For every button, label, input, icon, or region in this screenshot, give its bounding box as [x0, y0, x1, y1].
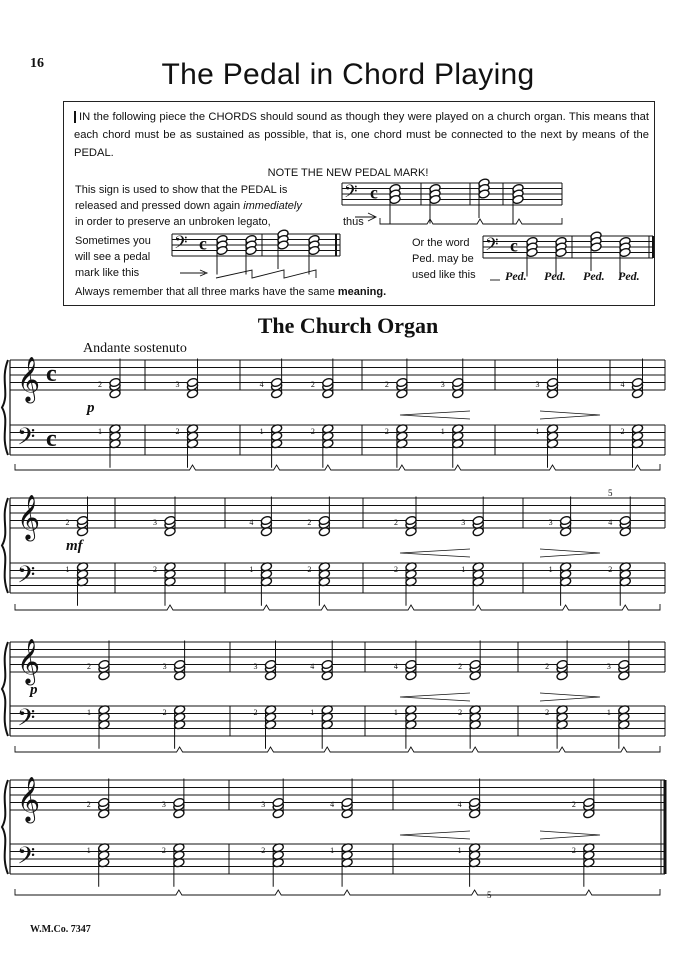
finger-number: 1	[249, 565, 254, 574]
finger-number: 2	[307, 518, 312, 527]
finger-number: 2	[394, 518, 398, 527]
bass-clef-icon: 𝄢	[17, 844, 36, 875]
finger-number: 1	[535, 427, 540, 436]
finger-number: 2	[384, 427, 389, 436]
bass-clef-icon: 𝄢	[17, 425, 36, 456]
finger-number: 2	[98, 380, 102, 389]
finger-number: 2	[253, 708, 258, 717]
system-brace	[2, 642, 8, 736]
thus-label: thus	[343, 216, 364, 228]
publisher-code: W.M.Co. 7347	[30, 924, 91, 935]
crescendo-hairpin	[400, 549, 470, 557]
pedal-line-system-3	[15, 889, 660, 895]
finger-number: 2	[620, 427, 625, 436]
finger-number: 4	[457, 800, 462, 809]
finger-number: 2	[310, 427, 315, 436]
decrescendo-hairpin	[540, 549, 600, 557]
system-brace	[2, 780, 8, 874]
finger-number: 2	[571, 846, 576, 855]
finger-number: 1	[259, 427, 264, 436]
finger-number: 3	[175, 380, 180, 389]
common-time-icon: c	[510, 235, 518, 256]
sometimes-line1: Sometimes you	[75, 235, 151, 247]
finger-number: 4	[259, 380, 264, 389]
system-brace	[2, 360, 8, 455]
common-time-icon: c	[46, 361, 57, 387]
finger-number: 2	[65, 518, 70, 527]
crescendo-hairpin	[400, 693, 470, 701]
finger-number: 1	[548, 565, 553, 574]
finger-number: 2	[310, 380, 315, 389]
or-line1: Or the word	[412, 237, 470, 249]
sign-text-line2-a: released and pressed down again	[75, 200, 241, 212]
or-line2: Ped. may be	[412, 253, 474, 265]
finger-number: 1	[330, 846, 335, 855]
ped-word-2: Ped.	[583, 269, 605, 283]
finger-number: 3	[548, 518, 553, 527]
treble-clef-icon: 𝄞	[17, 358, 41, 401]
finger-number: 4	[393, 662, 398, 671]
finger-number: 4	[310, 662, 315, 671]
finger-number: 2	[162, 708, 167, 717]
finger-number: 1	[87, 708, 91, 717]
finger-number: 2	[545, 708, 550, 717]
finger-number: 1	[461, 565, 466, 574]
finger-number: 3	[440, 380, 445, 389]
finger-number: 2	[307, 565, 312, 574]
dynamic-marking: mf	[66, 538, 83, 554]
sometimes-line3: mark like this	[75, 267, 140, 279]
finger-number: 2	[545, 662, 550, 671]
finger-number: 3	[153, 518, 157, 527]
bass-clef-icon: 𝄢	[344, 181, 358, 206]
finger-number: 4	[330, 800, 335, 809]
bass-clef-icon: 𝄢	[174, 232, 188, 257]
tempo-marking: Andante sostenuto	[83, 341, 187, 356]
or-line3: used like this	[412, 269, 476, 281]
common-time-icon: c	[199, 233, 207, 254]
finger-number: 1	[310, 708, 315, 717]
finger-number: 1	[606, 708, 611, 717]
pedal-line-system-1	[15, 604, 660, 610]
finger-number-top: 5	[608, 488, 613, 498]
finger-number: 2	[87, 662, 91, 671]
finger-number: 1	[65, 565, 70, 574]
piece-title: The Church Organ	[257, 313, 439, 338]
sometimes-line2: will see a pedal	[75, 251, 151, 263]
finger-number: 2	[394, 565, 398, 574]
finger-number: 1	[86, 846, 91, 855]
sign-text-line1: This sign is used to show that the PEDAL is	[75, 184, 288, 196]
sign-text-line3: in order to preserve an unbroken legato,	[75, 216, 271, 228]
finger-number: 3	[161, 800, 166, 809]
page-number: 16	[30, 56, 44, 71]
finger-number: 2	[384, 380, 389, 389]
page-title: The Pedal in Chord Playing	[161, 58, 535, 91]
ped-word-3: Ped.	[618, 269, 640, 283]
finger-number: 1	[393, 708, 398, 717]
common-time-icon: c	[370, 182, 378, 203]
pedal-line-system-0	[15, 464, 660, 470]
finger-number: 3	[162, 662, 167, 671]
finger-number-bottom: 5	[487, 890, 492, 900]
finger-number: 3	[461, 518, 466, 527]
intro-initial: I	[74, 111, 82, 123]
finger-number: 2	[458, 662, 463, 671]
ped-word-0: Ped.	[505, 269, 527, 283]
finger-number: 4	[249, 518, 254, 527]
ped-word-1: Ped.	[544, 269, 566, 283]
intro-text: N the following piece the CHORDS should sound as though they were played on a church organ. This means that each chord must be as sustained as possible, that is, one chord must be connected to the next by means of the PEDAL.	[74, 111, 649, 159]
finger-number: 3	[253, 662, 258, 671]
treble-clef-icon: 𝄞	[17, 778, 41, 821]
treble-clef-icon: 𝄞	[17, 640, 41, 683]
pedal-line-system-2	[15, 746, 660, 752]
finger-number: 2	[458, 708, 463, 717]
finger-number: 2	[161, 846, 166, 855]
always-strong: meaning.	[337, 286, 387, 298]
finger-number: 1	[440, 427, 445, 436]
dynamic-marking: p	[30, 682, 38, 698]
dynamic-marking: p	[87, 400, 95, 416]
finger-number: 2	[86, 800, 91, 809]
finger-number: 2	[261, 846, 266, 855]
decrescendo-hairpin	[540, 411, 600, 419]
crescendo-hairpin	[400, 411, 470, 419]
finger-number: 3	[606, 662, 611, 671]
crescendo-hairpin	[400, 831, 470, 839]
finger-number: 4	[620, 380, 625, 389]
finger-number: 2	[175, 427, 180, 436]
sign-text-immediately: immediately	[243, 200, 302, 212]
finger-number: 3	[261, 800, 266, 809]
finger-number: 3	[535, 380, 540, 389]
finger-number: 4	[608, 518, 613, 527]
finger-number: 1	[98, 427, 102, 436]
finger-number: 2	[571, 800, 576, 809]
pedal-mark-slanted	[216, 270, 316, 278]
finger-number: 2	[153, 565, 157, 574]
system-brace	[2, 498, 8, 593]
bass-clef-icon: 𝄢	[17, 563, 36, 594]
pedal-mark-note: NOTE THE NEW PEDAL MARK!	[267, 167, 429, 179]
bass-clef-icon: 𝄢	[17, 706, 36, 737]
pedal-mark-thus	[380, 218, 562, 224]
common-time-icon: c	[46, 426, 57, 452]
finger-number: 2	[608, 565, 613, 574]
finger-number: 1	[457, 846, 462, 855]
bass-clef-icon: 𝄢	[485, 234, 499, 259]
treble-clef-icon: 𝄞	[17, 496, 41, 539]
decrescendo-hairpin	[540, 831, 600, 839]
decrescendo-hairpin	[540, 693, 600, 701]
always-text: Always remember that all three marks have the same	[75, 286, 335, 298]
